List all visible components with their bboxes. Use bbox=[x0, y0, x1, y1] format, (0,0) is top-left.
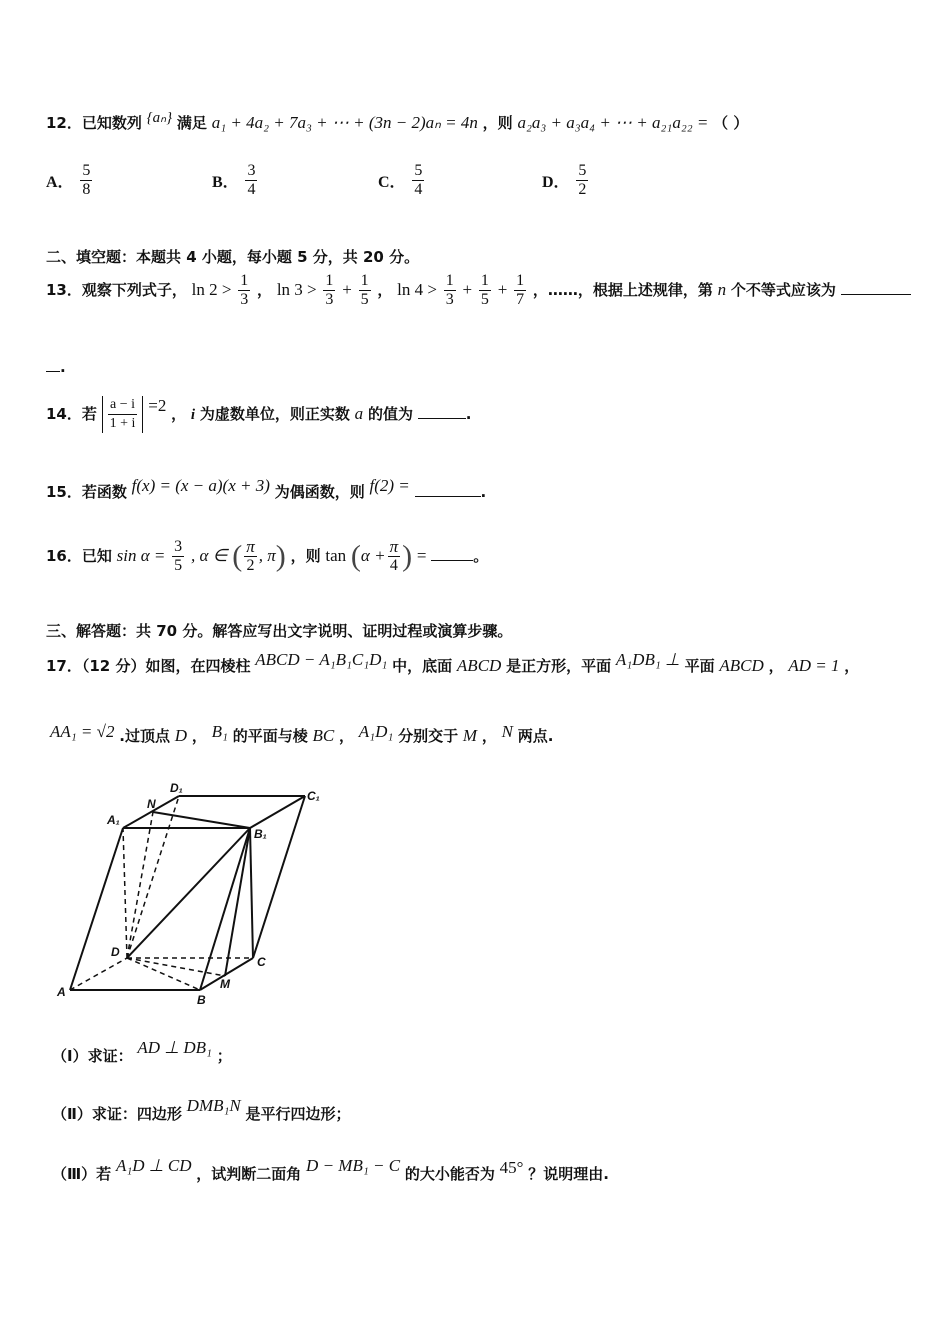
label-a1: A₁ bbox=[107, 813, 120, 827]
option-label: C． bbox=[378, 174, 406, 191]
q12-seq: {aₙ} bbox=[146, 110, 173, 126]
option-label: D． bbox=[542, 174, 570, 191]
q14-line: 14．若 $\frac{a - i}{1 + i}$ =2 ， i 为虚数单位，则正实数 a 的值为 . bbox=[46, 396, 472, 431]
option-fraction: $\frac{3}{4}$ bbox=[247, 162, 256, 198]
option-fraction: $\frac{5}{8}$ bbox=[82, 162, 91, 198]
q15-formula: f(x) = (x − a)(x + 3) bbox=[131, 476, 270, 495]
q13-e2: ln 3 > bbox=[276, 280, 317, 299]
label-n: N bbox=[147, 797, 156, 811]
option-label: A． bbox=[46, 174, 74, 191]
edge-b1c bbox=[250, 828, 253, 958]
q12-then: ，则 bbox=[482, 114, 513, 132]
edge-cc1 bbox=[253, 796, 305, 958]
q12-paren: （ ） bbox=[713, 114, 749, 132]
edge-nb1 bbox=[153, 812, 250, 828]
section3-title: 三、解答题：共 70 分。解答应写出文字说明、证明过程或演算步骤。 bbox=[46, 622, 513, 640]
prism-figure bbox=[55, 780, 335, 1010]
q12-cond: 满足 bbox=[176, 114, 207, 132]
label-d1: D₁ bbox=[170, 781, 183, 795]
option-label: B． bbox=[212, 174, 239, 191]
q17-line1: 17．（12 分）如图，在四棱柱 ABCD − A₁B₁C₁D₁ 中，底面 ABCD 是正方形，平面 A₁DB₁ ⊥ 平面 ABCD ， AD = 1 ， bbox=[46, 650, 860, 675]
option-fraction: $\frac{5}{2}$ bbox=[578, 162, 587, 198]
q12-option-a[interactable] bbox=[46, 162, 94, 199]
q13-label: 13．观察下列式子， bbox=[46, 281, 187, 299]
edge-dm-hidden bbox=[127, 958, 225, 976]
q17-line2: AA₁ = √2 .过顶点 D ， B₁ 的平面与棱 BC ， A₁D₁ 分别交于 M ， N 两点. bbox=[50, 722, 554, 745]
q13-answer-blank[interactable] bbox=[841, 294, 911, 295]
q12-label: 12．已知数列 bbox=[46, 114, 142, 132]
option-fraction: $\frac{5}{4}$ bbox=[414, 162, 423, 198]
edge-dn-hidden bbox=[127, 812, 153, 958]
label-c: C bbox=[257, 955, 266, 969]
label-b1: B₁ bbox=[254, 827, 267, 841]
part-3: （Ⅲ）若 A₁D ⊥ CD ，试判断二面角 D − MB₁ − C 的大小能否为 45° ？说明理由. bbox=[52, 1156, 609, 1183]
q13-cont: . bbox=[46, 358, 66, 376]
part-2: （Ⅱ）求证：四边形 DMB₁N 是平行四边形； bbox=[52, 1096, 351, 1123]
q13-answer-blank-cont[interactable] bbox=[46, 371, 60, 372]
q16-answer-blank[interactable] bbox=[431, 560, 473, 561]
q12-option-b[interactable] bbox=[212, 162, 259, 199]
label-a: A bbox=[57, 985, 66, 999]
q16-line: 16．已知 sin α = $\frac{3}{5}$ , α ∈ ( $\frac{\pi}{2}$ , π) ，则 tan (α + $\frac{\pi}{4}$ ) = 。 bbox=[46, 537, 489, 574]
label-b: B bbox=[197, 993, 206, 1007]
q14-abs: $\frac{a - i}{1 + i}$ bbox=[102, 396, 144, 433]
part-1: （Ⅰ）求证： AD ⊥ DB₁ ； bbox=[52, 1038, 232, 1065]
q13-e1: ln 2 > bbox=[191, 280, 232, 299]
q12-formula: a₁ + 4a₂ + 7a₃ + ⋯ + (3n − 2)aₙ = 4n bbox=[211, 113, 478, 132]
label-c1: C₁ bbox=[307, 789, 320, 803]
q12-option-d[interactable] bbox=[542, 162, 590, 199]
q13-tail: ，……，根据上述规律，第 bbox=[532, 281, 713, 299]
edge-db-hidden bbox=[127, 958, 200, 990]
label-d: D bbox=[111, 945, 120, 959]
q13-line: 13．观察下列式子， ln 2 > $\frac{1}{3}$ ， ln 3 > $\frac{1}{3}$ + $\frac{1}{5}$ ， ln 4 > $\frac{1}{3}$ + $\frac{1}{5}$ + $\frac{1}{7}$ ，……，根据上述规律，第 n 个不等式应该为 bbox=[46, 272, 911, 309]
q17-label: 17．（12 分）如图，在四棱柱 bbox=[46, 657, 251, 675]
edge-da1-hidden bbox=[123, 828, 127, 958]
q15-answer-blank[interactable] bbox=[415, 496, 481, 497]
section2-title: 二、填空题：本题共 4 小题，每小题 5 分，共 20 分。 bbox=[46, 248, 420, 266]
label-m: M bbox=[220, 977, 230, 991]
q12-target: a₂a₃ + a₃a₄ + ⋯ + a₂₁a₂₂ = bbox=[517, 113, 709, 132]
q16-label: 16．已知 bbox=[46, 547, 112, 565]
q12-option-c[interactable] bbox=[378, 162, 426, 199]
q15-line: 15．若函数 f(x) = (x − a)(x + 3) 为偶函数，则 f(2) = . bbox=[46, 476, 487, 501]
q14-answer-blank[interactable] bbox=[418, 418, 466, 419]
edge-bb1 bbox=[200, 828, 250, 990]
edge-aa1 bbox=[70, 828, 123, 990]
q15-label: 15．若函数 bbox=[46, 483, 127, 501]
q12-line bbox=[46, 108, 748, 133]
q14-label: 14．若 bbox=[46, 405, 97, 423]
q13-frac: $\frac{1}{3}$ bbox=[240, 272, 249, 308]
q13-e3: ln 4 > bbox=[397, 280, 437, 299]
q13-tail2: 个不等式应该为 bbox=[730, 281, 836, 299]
